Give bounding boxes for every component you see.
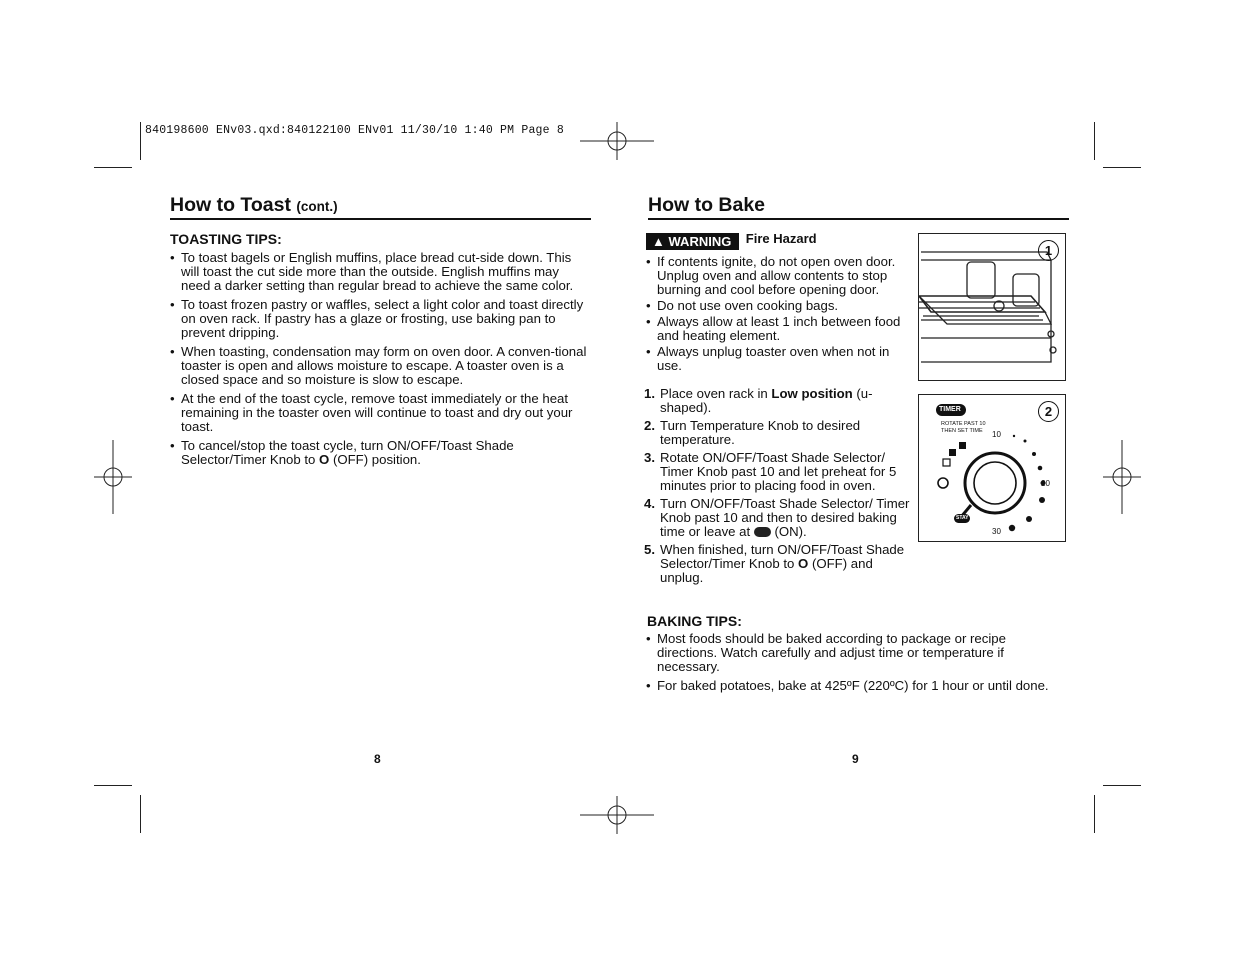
baking-tips-list [646, 632, 1066, 698]
dial-mark-10: 10 [992, 430, 1001, 439]
toasting-tips-heading: TOASTING TIPS: [170, 231, 282, 247]
right-title-rule [648, 218, 1069, 220]
figure-timer-dial [918, 394, 1066, 542]
stay-on-icon [754, 527, 771, 537]
left-title-text: How to Toast [170, 194, 291, 216]
list-item: • To cancel/stop the toast cycle, turn ON/OFF/Toast Shade Selector/Timer Knob to O (OFF) position. [170, 439, 588, 467]
dial-instruction: ROTATE PAST 10 THEN SET TIME [941, 421, 986, 434]
list-item: • If contents ignite, do not open oven door. Unplug oven and allow contents to stop burning and cool before opening door. [646, 255, 911, 297]
figure-oven-rack [918, 233, 1066, 381]
list-item: • Do not use oven cooking bags. [646, 299, 911, 313]
timer-label: TIMER [939, 406, 961, 413]
list-item: • For baked potatoes, bake at 425ºF (220ºC) for 1 hour or until done. [646, 679, 1066, 693]
list-item: • Always unplug toaster oven when not in use. [646, 345, 911, 373]
list-item: • To toast bagels or English muffins, place bread cut-side down. This will toast the cut side more than the outside. English muffins may need a darker setting than regular bread to achieve the same color. [170, 251, 588, 293]
list-item: • At the end of the toast cycle, remove toast immediately or the heat remaining in the toaster oven will continue to toast and dry out your toast. [170, 392, 588, 434]
dial-mark-20: 20 [1041, 479, 1050, 488]
left-page-number: 8 [374, 752, 381, 766]
warning-badge: ▲ WARNING [646, 233, 739, 250]
warning-list [646, 255, 911, 375]
dial-mark-30: 30 [992, 527, 1001, 536]
right-page-number: 9 [852, 752, 859, 766]
left-title-rule [170, 218, 591, 220]
warning-title: Fire Hazard [745, 231, 817, 246]
figure-number-badge: 1 [1038, 240, 1059, 261]
warning-triangle-icon: ▲ [652, 234, 665, 249]
print-slug: 840198600 ENv03.qxd:840122100 ENv01 11/30/10 1:40 PM Page 8 [145, 124, 564, 137]
list-item: • Most foods should be baked according to package or recipe directions. Watch carefully and adjust time or temperature if necessary. [646, 632, 1066, 674]
step-item: 5. When finished, turn ON/OFF/Toast Shade Selector/Timer Knob to O (OFF) and unplug. [644, 542, 905, 585]
baking-tips-heading: BAKING TIPS: [647, 613, 742, 629]
right-page-title: How to Bake [648, 194, 766, 216]
step-item: 4. Turn ON/OFF/Toast Shade Selector/ Timer Knob past 10 and then to desired baking time or leave at (ON). [644, 496, 910, 539]
figure-number-badge: 2 [1038, 401, 1059, 422]
step-item: 1. Place oven rack in Low position (u-shaped). [644, 386, 873, 415]
toasting-tips-list [170, 251, 588, 472]
step-item: 2. Turn Temperature Knob to desired temperature. [644, 418, 861, 447]
list-item: • Always allow at least 1 inch between food and heating element. [646, 315, 911, 343]
left-page-title [170, 194, 338, 217]
bake-steps-list [646, 387, 916, 589]
left-title-suffix: (cont.) [296, 199, 338, 214]
warning-row [646, 231, 817, 251]
stay-on-label: STAY [956, 515, 969, 521]
list-item: • When toasting, condensation may form on oven door. A conven-tional toaster is open and allows moisture to escape. A toaster oven is a closed space and so moisture is slow to escape. [170, 345, 588, 387]
list-item: • To toast frozen pastry or waffles, select a light color and toast directly on oven rack. If pastry has a glaze or frosting, use baking pan to prevent dripping. [170, 298, 588, 340]
step-item: 3. Rotate ON/OFF/Toast Shade Selector/ Timer Knob past 10 and let preheat for 5 minutes prior to placing food in oven. [644, 450, 897, 493]
